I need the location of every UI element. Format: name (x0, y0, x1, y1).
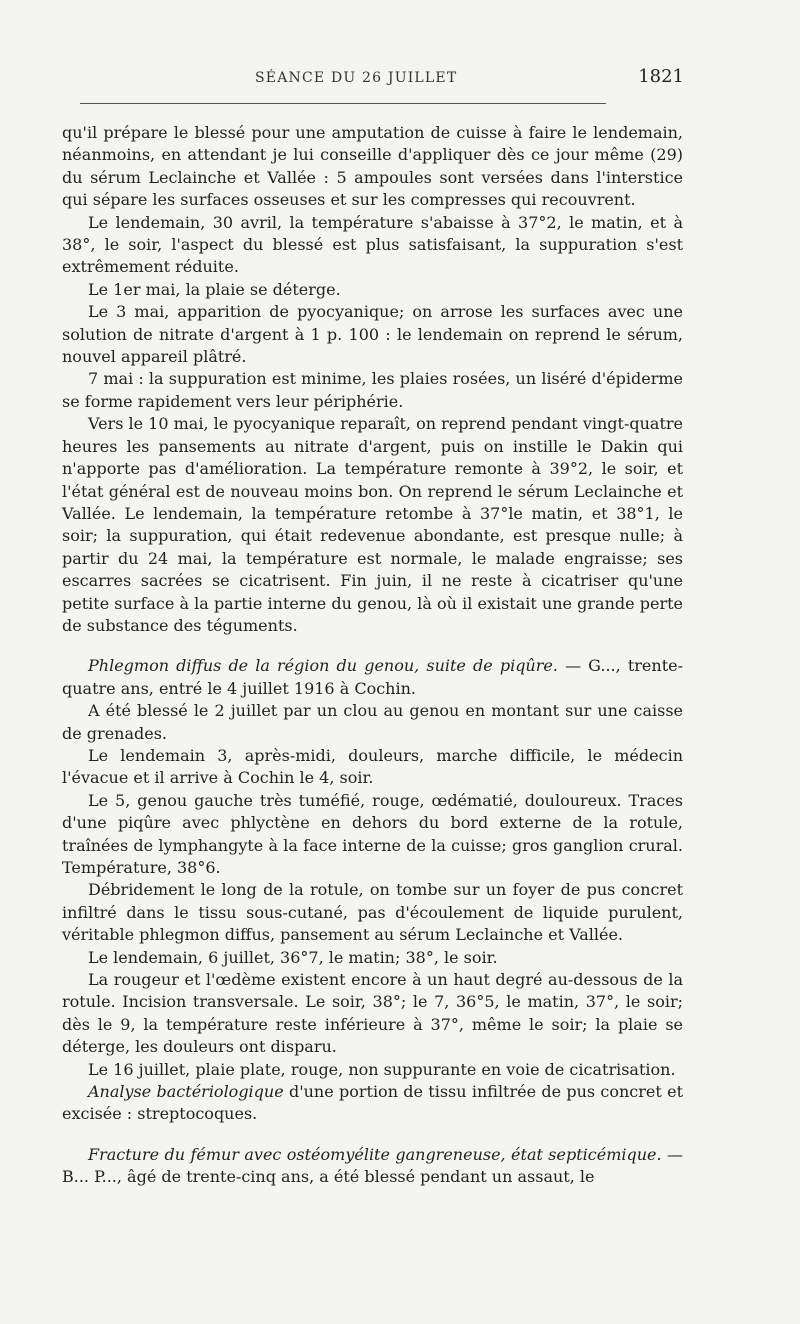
paragraph: Le 5, genou gauche très tuméfié, rouge, œdématié, douloureux. Traces d'une piqûre avec phlyctène en dehors du bord externe de la rotule, traînées de lymphangyte à la face interne de la cuisse; gros ganglion crural. Température, 38°6. (62, 790, 683, 877)
paragraph: A été blessé le 2 juillet par un clou au genou en montant sur une caisse de grenades. (62, 701, 683, 743)
case-intro: — B... P..., âgé de trente-cinq ans, a été blessé pendant un assaut, le (62, 1144, 683, 1187)
running-title: SÉANCE DU 26 JUILLET (255, 70, 458, 86)
paragraph: La rougeur et l'œdème existent encore à un haut degré au-dessous de la rotule. Incision transversale. Le soir, 38°; le 7, 36°5, le matin, 37°, le soir; dès le 9, la température reste inférieure à 37°, même le soir; la plaie se déterge, les douleurs ont disparu. (62, 970, 683, 1057)
case-heading (62, 655, 683, 700)
case-title: Fracture du fémur avec ostéomyélite gangreneuse, état septicémique. (88, 1144, 662, 1164)
paragraph: Vers le 10 mai, le pyocyanique reparaît, on reprend pendant vingt-quatre heures les pansements au nitrate d'argent, puis on instille le Dakin qui n'apporte pas d'amélioration. La température remonte à 39°2, le soir, et l'état général est de nouveau moins bon. On reprend le sérum Leclainche et Vallée. Le lendemain, la température retombe à 37°le matin, et 38°1, le soir; la suppuration, qui était redevenue abondante, est presque nulle; à partir du 24 mai, la température est normale, le malade engraisse; ses escarres sacrées se cicatrisent. Fin juin, il ne reste à cicatriser qu'une petite surface à la partie interne du genou, là où il existait une grande perte de substance des téguments. (62, 414, 683, 635)
paragraph: Débridement le long de la rotule, on tombe sur un foyer de pus concret infiltré dans le tissu sous-cutané, pas d'écoulement de liquide purulent, véritable phlegmon diffus, pansement au sérum Leclainche et Vallée. (62, 880, 683, 945)
paragraph: qu'il prépare le blessé pour une amputation de cuisse à faire le lendemain, néanmoins, en attendant je lui conseille d'appliquer dès ce jour même (29) du sérum Leclainche et Vallée : 5 ampoules sont versées dans l'interstice qui sépare les surfaces osseuses et sur les compresses qui recouvrent. (62, 123, 683, 210)
case-title: Phlegmon diffus de la région du genou, suite de piqûre. (88, 656, 558, 676)
paragraph: Le lendemain 3, après-midi, douleurs, marche difficile, le médecin l'évacue et il arrive à Cochin le 4, soir. (62, 745, 683, 788)
case-heading (62, 1144, 683, 1189)
body-text (62, 122, 683, 1189)
page-number: 1821 (638, 66, 684, 87)
paragraph: Le lendemain, 6 juillet, 36°7, le matin; 38°, le soir. (88, 947, 498, 967)
analysis-label: Analyse bactériologique (88, 1082, 284, 1102)
header-rule (80, 103, 606, 104)
paragraph: Le 3 mai, apparition de pyocyanique; on arrose les surfaces avec une solution de nitrate d'argent à 1 p. 100 : le lendemain on reprend le sérum, nouvel appareil plâtré. (62, 302, 683, 367)
paragraph: Le 1er mai, la plaie se déterge. (88, 279, 341, 299)
analysis-text: d'une portion de tissu infiltrée de pus concret et excisée : streptocoques. (62, 1082, 683, 1124)
paragraph: 7 mai : la suppuration est minime, les plaies rosées, un liséré d'épiderme se forme rapidement vers leur périphérie. (62, 369, 683, 411)
analysis-paragraph (62, 1081, 683, 1126)
case-intro: — G..., trente-quatre ans, entré le 4 juillet 1916 à Cochin. (62, 656, 684, 698)
paragraph: Le 16 juillet, plaie plate, rouge, non suppurante en voie de cicatrisation. (88, 1059, 676, 1079)
paragraph: Le lendemain, 30 avril, la température s'abaisse à 37°2, le matin, et à 38°, le soir, l'aspect du blessé est plus satisfaisant, la suppuration s'est extrêmement réduite. (62, 212, 683, 277)
page-header (62, 64, 682, 92)
